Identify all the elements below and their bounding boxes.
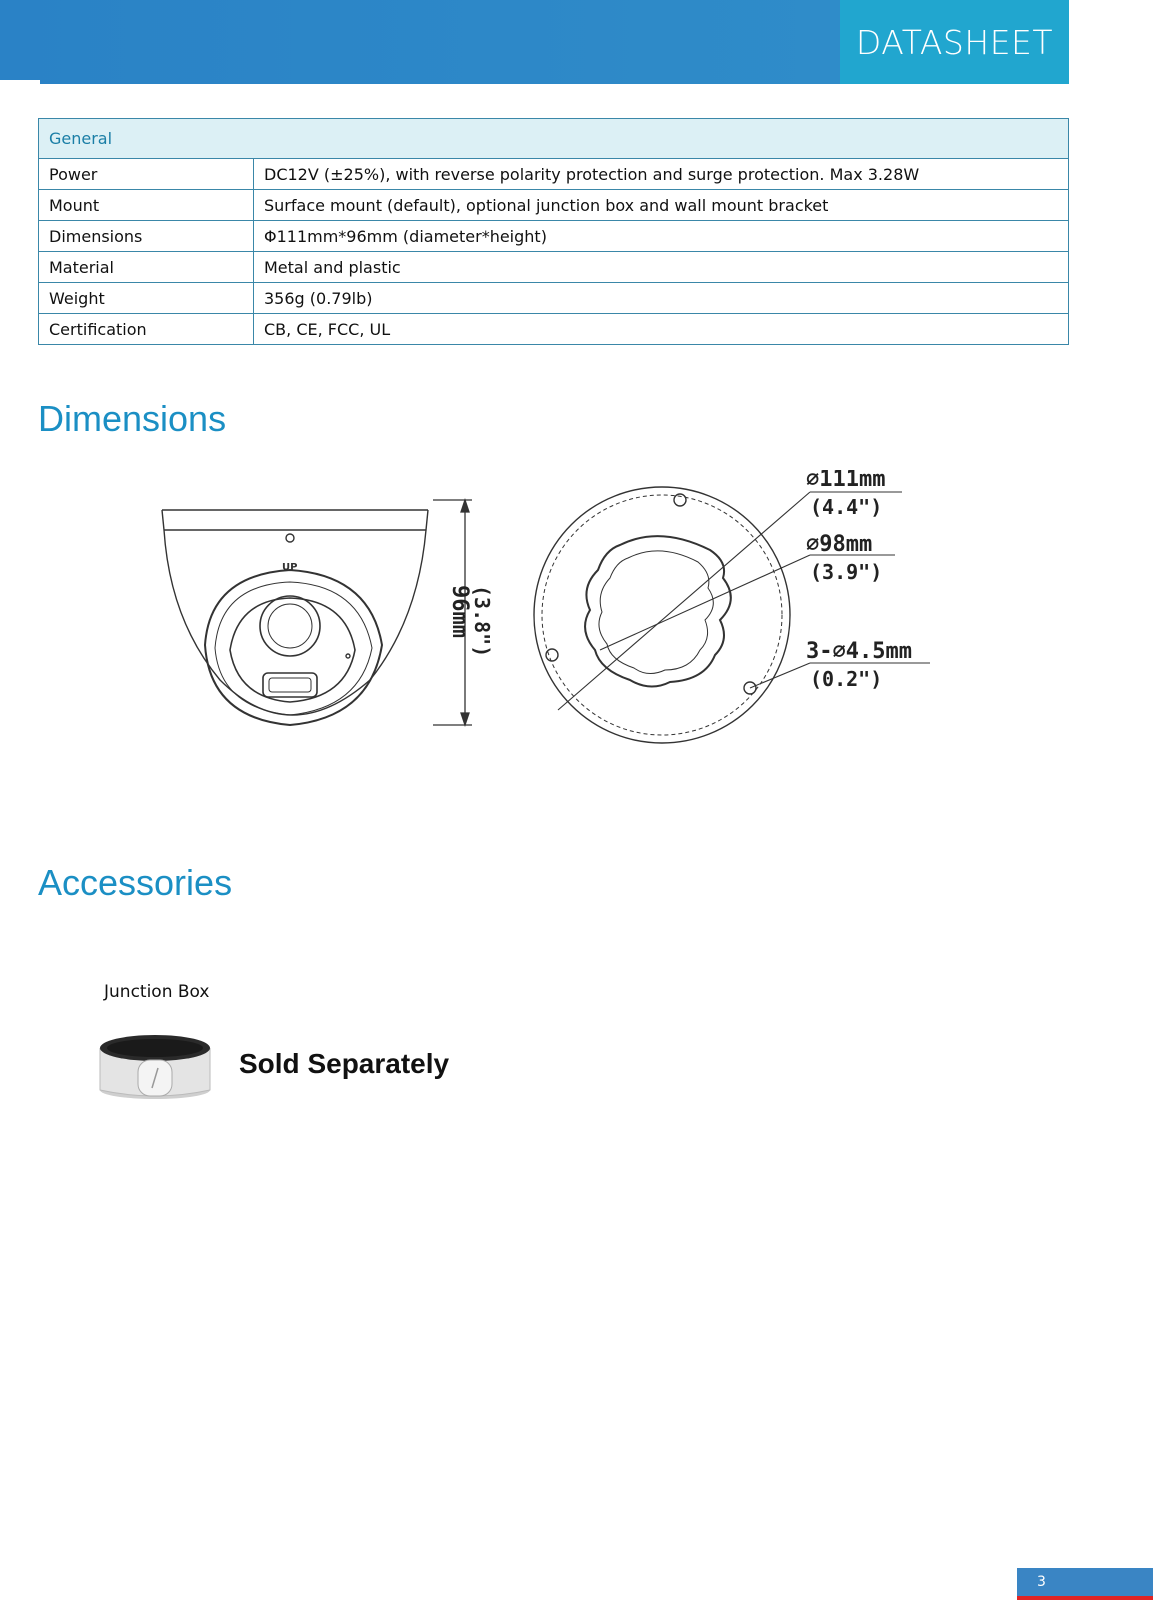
sold-separately-note: Sold Separately	[239, 1048, 450, 1079]
junction-box-image	[96, 1030, 214, 1100]
spec-value: Φ111mm*96mm (diameter*height)	[254, 221, 1069, 252]
page-number-badge	[1017, 1568, 1153, 1600]
page-number: 3	[1037, 1574, 1046, 1590]
height-in-text: (3.8")	[470, 585, 494, 658]
dia1-mm-text: ∅111mm	[806, 470, 886, 492]
spec-value: 356g (0.79lb)	[254, 283, 1069, 314]
datasheet-title: DATASHEET	[840, 0, 1069, 84]
camera-top-view	[534, 487, 790, 743]
table-row	[39, 283, 1069, 314]
camera-side-view	[162, 510, 428, 760]
spec-label: Weight	[39, 283, 254, 314]
spec-value: Metal and plastic	[254, 252, 1069, 283]
dimensions-heading: Dimensions	[38, 398, 227, 439]
table-row	[39, 252, 1069, 283]
spec-value: CB, CE, FCC, UL	[254, 314, 1069, 345]
spec-label: Dimensions	[39, 221, 254, 252]
table-section-title: General	[39, 119, 1069, 159]
table-row	[39, 159, 1069, 190]
spec-label: Power	[39, 159, 254, 190]
table-row	[39, 190, 1069, 221]
hole-in-text: (0.2")	[810, 667, 883, 691]
dia2-mm-text: ∅98mm	[806, 532, 873, 557]
spec-label: Material	[39, 252, 254, 283]
header-bar	[0, 0, 840, 84]
height-label	[447, 585, 494, 657]
spec-label: Mount	[39, 190, 254, 221]
accessories-heading: Accessories	[38, 862, 233, 903]
table-row	[39, 314, 1069, 345]
table-row	[39, 221, 1069, 252]
general-spec-table	[38, 118, 1069, 345]
dia2-in-text: (3.9")	[810, 560, 883, 584]
hole-mm-text: 3-∅4.5mm	[806, 639, 912, 664]
spec-value: Surface mount (default), optional junction box and wall mount bracket	[254, 190, 1069, 221]
height-mm-text: 96mm	[447, 585, 472, 638]
spec-label: Certification	[39, 314, 254, 345]
up-mark: UP	[282, 562, 298, 573]
dia1-in-text: (4.4")	[810, 495, 883, 519]
dimension-drawings	[150, 470, 950, 770]
spec-value: DC12V (±25%), with reverse polarity protection and surge protection. Max 3.28W	[254, 159, 1069, 190]
table-section-row	[39, 119, 1069, 159]
junction-box-label: Junction Box	[104, 982, 210, 1002]
header-divider	[0, 80, 40, 84]
page-number-accent	[1017, 1596, 1153, 1600]
